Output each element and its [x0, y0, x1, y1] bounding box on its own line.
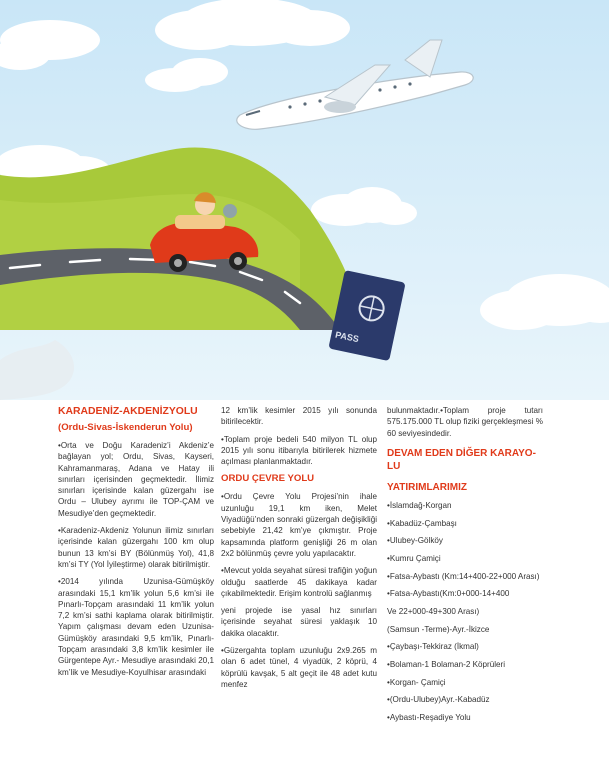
- list-item: Ve 22+000-49+300 Arası): [387, 607, 480, 617]
- list-item: •Kumru Çamiçi: [387, 553, 441, 563]
- list-item: •Aybastı-Reşadiye Yolu: [387, 713, 471, 723]
- list-item: •Korgan- Çamiçi: [387, 677, 446, 687]
- text-column-2: [221, 405, 377, 696]
- paragraph: •Toplam proje bedeli 540 milyon TL olup 2015 yılı sonu itibarıyla bitirilerek hizmete açılması planlanmaktadır.: [221, 434, 377, 467]
- paragraph: •Karadeniz-Akdeniz Yolunun ilimiz sınırları içerisinde kalan güzergahı 100 km olup bunun 13 km’si BY (Bölünmüş Yol), 41,8 km’si TY (Yol İyileştirme) olarak bitirilmiştir.: [58, 526, 214, 569]
- heading-line: LU: [387, 460, 401, 472]
- text-column-1: [58, 405, 214, 684]
- section-heading: KARADENİZ-AKDENİZYOLU: [58, 406, 198, 417]
- list-item: •Fatsa-Aybastı (Km:14+400-22+000 Arası): [387, 571, 540, 581]
- list-item: •Çaybaşı-Tekkiraz (İkmal): [387, 642, 479, 652]
- list-item: •Ulubey-Gölköy: [387, 536, 443, 546]
- paragraph: •Mevcut yolda seyahat süresi trafiğin yoğun olduğu saatlerde 45 dakikaya kadar çıkabilmektedir. Erişim kontrolü sağlanmış: [221, 566, 377, 598]
- paragraph: •Ordu Çevre Yolu Projesi’nin ihale uzunluğu 19,1 km iken, Melet Viyadüğü’nden sonraki güzergah değişikliği sebebiyle 21,42 km’ye çıkmıştır. Proje kapsamında platform genişliği 26 m olan 2x2 bölünmüş çevre yolu yapılacaktır.: [221, 492, 377, 558]
- text-column-3: [387, 405, 543, 730]
- paragraph: bulunmaktadır.•Toplam proje tutarı 575.175.000 TL olup fiziki gerçekleşmesi % 60 seviyesindedir.: [387, 406, 543, 438]
- paragraph: •Orta ve Doğu Karadeniz’i Akdeniz’e bağlayan yol; Ordu, Sivas, Kayseri, Kahramanmaraş, Adana ve Hatay ili sınırları içerisinden geçmektedir. İlimiz sınırları içerisinde kalan güzergahı ise Ordu – Ulubey ayrımı ile TOP-ÇAM ve Mesudiye’den geçmektedir.: [58, 441, 214, 518]
- paragraph: yeni projede ise yasal hız sınırları içerisinde seyahat süresi yaklaşık 10 dakika olacaktır.: [221, 606, 377, 638]
- section-heading: ORDU ÇEVRE YOLU: [221, 473, 315, 485]
- paragraph: •Güzergahta toplam uzunluğu 2x9.265 m olan 6 adet tünel, 4 viyadük, 2 köprü, 4 köprülü kavşak, 5 alt geçit ile 48 adet kutu menfez: [221, 646, 377, 689]
- heading-line: YATIRIMLARIMIZ: [387, 481, 467, 493]
- list-item: (Samsun -Terme)-Ayr.-İkizce: [387, 624, 490, 634]
- list-item: •(Ordu-Ulubey)Ayr.-Kabadüz: [387, 695, 490, 705]
- passport-label: PASS: [334, 329, 360, 345]
- section-heading: [387, 447, 543, 494]
- list-item: •Bolaman-1 Bolaman-2 Köprüleri: [387, 660, 506, 670]
- heading-line: DEVAM EDEN DİĞER KARAYO-: [387, 447, 536, 459]
- list-item: •Fatsa-Aybastı(Km:0+000-14+400: [387, 589, 510, 599]
- section-subheading: (Ordu-Sivas-İskenderun Yolu): [58, 422, 193, 433]
- paragraph: 12 km’lik kesimler 2015 yılı sonunda bitirilecektir.: [221, 406, 377, 427]
- list-item: •Kabadüz-Çambaşı: [387, 518, 457, 528]
- list-item: •İslamdağ-Korgan: [387, 500, 452, 510]
- paragraph: •2014 yılında Uzunisa-Gümüşköy arasındaki 15,1 km’lik yolun 5,6 km’si ile Pınarlı-Topçam arasındaki 11 km’lik yolun 7,2 km’si sathi kaplama olarak bitirilmiştir. Yapım çalışması devam eden Uzunisa-Gümüşköy arasındaki 9,5 km’lik, Pınarlı-Topçam arasındaki 3,8 km’lik kesimler ile Gürgentepe Ayr.- Mesudiye arasındaki 20,1 km’lik ve Mesudiye-Koyulhisar arasındaki: [58, 577, 214, 677]
